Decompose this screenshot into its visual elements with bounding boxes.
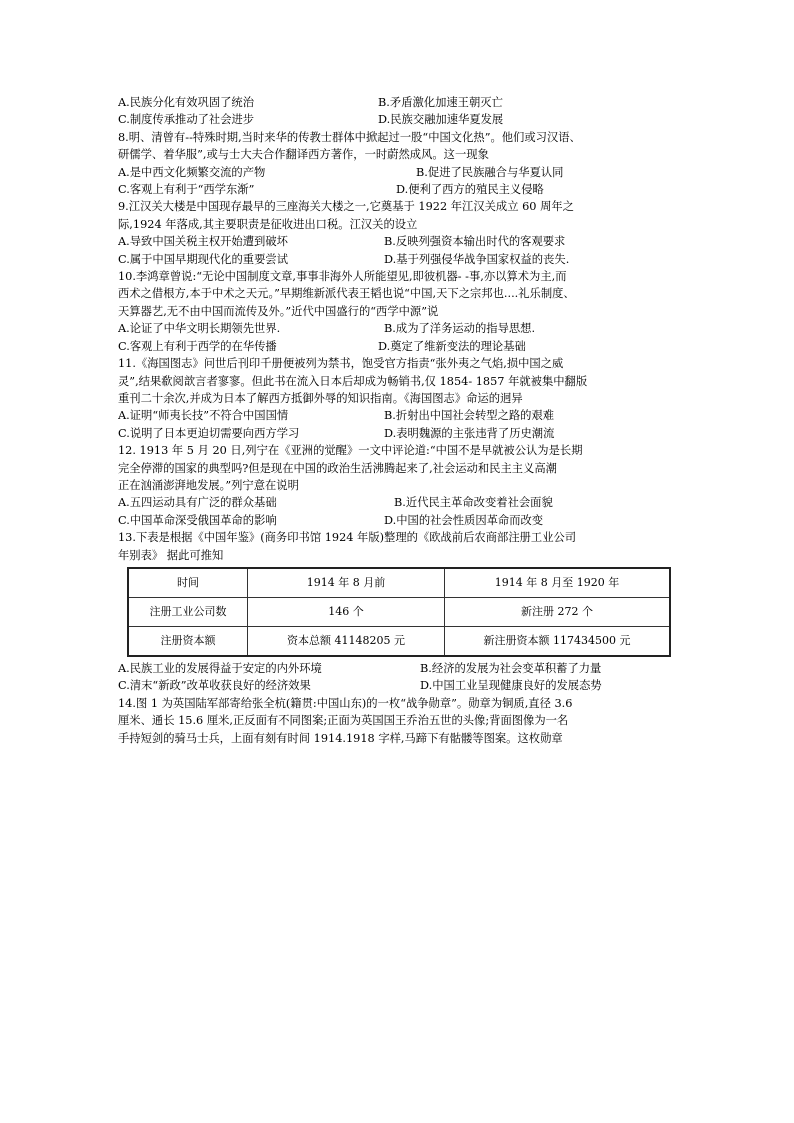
q12-stem-line: 完全停滞的国家的典型吗?但是现在中国的政治生活沸腾起来了,社会运动和民主主义高潮: [118, 461, 557, 475]
q9-option-d: D.基于列强侵华战争国家权益的丧失.: [384, 252, 570, 266]
q14-stem-line: 14.图 1 为英国陆军部寄给张全杭(籍贯:中国山东)的一枚“战争勋章”。勋章为铜质,直径 3.6: [118, 696, 573, 710]
q13-option-c: C.清末“新政”改革收获良好的经济效果: [118, 679, 311, 693]
q13-options-row-2: [118, 677, 678, 694]
q12-option-a: A.五四运动具有广泛的群众基础: [118, 496, 277, 510]
q11-stem-line: 灵”,结果欷阅歆言者寥寥。但此书在流入日本后却成为畅销书,仅 1854- 1857 年就被集中翻版: [118, 374, 588, 388]
q12-option-d: D.中国的社会性质因革命而改变: [384, 513, 544, 527]
q8-stem-line: 研儒学、着华服”,或与士大夫合作翻译西方著作，一时蔚然成风。这一现象: [118, 148, 489, 162]
q12-options-row-1: [118, 494, 678, 511]
table-header-cell: 时间: [128, 568, 248, 598]
q10-stem-line: 10.李鸿章曾说:“无论中国制度文章,事事非海外人所能望见,即彼机器- -事,亦以算术为主,而: [118, 270, 567, 284]
q8-option-d: D.便利了西方的殖民主义侵略: [396, 183, 544, 197]
q7-option-b: B.矛盾激化加速王朝灭亡: [378, 96, 503, 109]
q13-stem-line: 年别表》 据此可推知: [118, 548, 224, 562]
q10-options-row-2: [118, 338, 678, 355]
q10-stem-line: 天算器艺,无不由中国而流传及外。”近代中国盛行的“西学中源”说: [118, 304, 439, 318]
q11-option-d: D.表明魏源的主张违背了历史潮流: [384, 426, 555, 440]
q14-stem-line: 手持短剑的骑马士兵，上面有刻有时间 1914.1918 字样,马蹄下有骷髅等图案。这枚勋章: [118, 731, 563, 745]
q7-option-a: A.民族分化有效巩固了统治: [118, 96, 255, 109]
q8-options-row-1: [118, 164, 678, 181]
exam-page: [118, 94, 678, 747]
q13-stem-line: 13.下表是根据《中国年鉴》(商务印书馆 1924 年版)整理的《欧战前后农商部注册工业公司: [118, 531, 577, 545]
q7-option-d: D.民族交融加速华夏发展: [378, 113, 504, 127]
q13-options-row-1: [118, 660, 678, 677]
q12-stem-line: 12. 1913 年 5 月 20 日,列宁在《亚洲的觉醒》一文中评论道:“中国不是早就被公认为是长期: [118, 444, 583, 458]
q8-option-b: B.促进了民族融合与华夏认同: [416, 165, 564, 179]
q10-option-b: B.成为了洋务运动的指导思想.: [384, 322, 536, 336]
q11-options-row-2: [118, 425, 678, 442]
q11-option-c: C.说明了日本更迫切需要向西方学习: [118, 426, 300, 440]
q12-option-c: C.中国革命深受俄国革命的影响: [118, 513, 277, 527]
q7-options-row-1: [118, 94, 678, 111]
q7-option-c: C.制度传承推动了社会进步: [118, 113, 255, 127]
q10-option-d: D.奠定了维新变法的理论基础: [378, 339, 526, 353]
table-cell: 146 个: [248, 597, 445, 626]
q10-option-a: A.论证了中华文明长期领先世界.: [118, 322, 281, 336]
q10-options-row-1: [118, 320, 678, 337]
q12-options-row-2: [118, 512, 678, 529]
q10-stem-line: 西术之借根方,本于中术之天元。”早期维新派代表王韬也说“中国,天下之宗邦也....礼乐制度、: [118, 287, 575, 301]
q11-option-b: B.折射出中国社会转型之路的艰难: [384, 409, 555, 423]
table-cell: 新注册资本额 117434500 元: [445, 626, 671, 656]
q9-option-c: C.属于中国早期现代化的重要尝试: [118, 252, 288, 266]
q11-options-row-1: [118, 407, 678, 424]
table-header-row: [128, 568, 670, 598]
table-cell: 注册工业公司数: [128, 597, 248, 626]
table-cell: 资本总额 41148205 元: [248, 626, 445, 656]
q8-option-a: A.是中西文化频繁交流的产物: [118, 165, 266, 179]
table-header-cell: 1914 年 8 月前: [248, 568, 445, 598]
q8-option-c: C.客观上有利于“西学东渐”: [118, 183, 255, 197]
table-row: [128, 626, 670, 656]
q13-option-b: B.经济的发展为社会变革积蓄了力量: [420, 661, 602, 675]
q13-option-a: A.民族工业的发展得益于安定的内外环境: [118, 661, 322, 675]
q7-options-row-2: [118, 111, 678, 128]
table-header-cell: 1914 年 8 月至 1920 年: [445, 568, 671, 598]
q9-stem-line: 9.江汉关大楼是中国现存最早的三座海关大楼之一,它奠基于 1922 年江汉关成立 60 周年之: [118, 200, 574, 214]
q10-option-c: C.客观上有利于西学的在华传播: [118, 339, 277, 353]
q13-option-d: D.中国工业呈现健康良好的发展态势: [420, 679, 602, 693]
q9-stem-line: 际,1924 年落成,其主要职责是征收进出口税。江汉关的设立: [118, 217, 418, 231]
q9-option-a: A.导致中国关税主权开始遭到破坏: [118, 235, 288, 249]
q8-options-row-2: [118, 181, 678, 198]
q9-options-row-2: [118, 251, 678, 268]
table-cell: 新注册 272 个: [445, 597, 671, 626]
table-cell: 注册资本额: [128, 626, 248, 656]
q11-option-a: A.证明“师夷长技”不符合中国国情: [118, 409, 289, 423]
q8-stem-line: 8.明、清曾有--特殊时期,当时来华的传教士群体中掀起过一股“中国文化热”。他们或习汉语、: [118, 130, 581, 144]
q14-stem-line: 厘米、通长 15.6 厘米,正反面有不同图案;正面为英国国王乔治五世的头像;背面图像为一名: [118, 714, 569, 728]
company-registration-table: [127, 567, 671, 657]
q11-stem-line: 重刊二十余次,并成为日本了解西方抵御外辱的知识指南。《海国图志》命运的迥异: [118, 391, 523, 405]
q11-stem-line: 11.《海国图志》问世后刊印千册便被列为禁书，饱受官方指责“张外夷之气焰,损中国之威: [118, 357, 564, 371]
q9-options-row-1: [118, 233, 678, 250]
table-row: [128, 597, 670, 626]
q9-option-b: B.反映列强资本输出时代的客观要求: [384, 235, 566, 249]
q12-option-b: B.近代民主革命改变着社会面貌: [394, 496, 553, 510]
q12-stem-line: 正在汹涌澎湃地发展。”列宁意在说明: [118, 478, 299, 492]
